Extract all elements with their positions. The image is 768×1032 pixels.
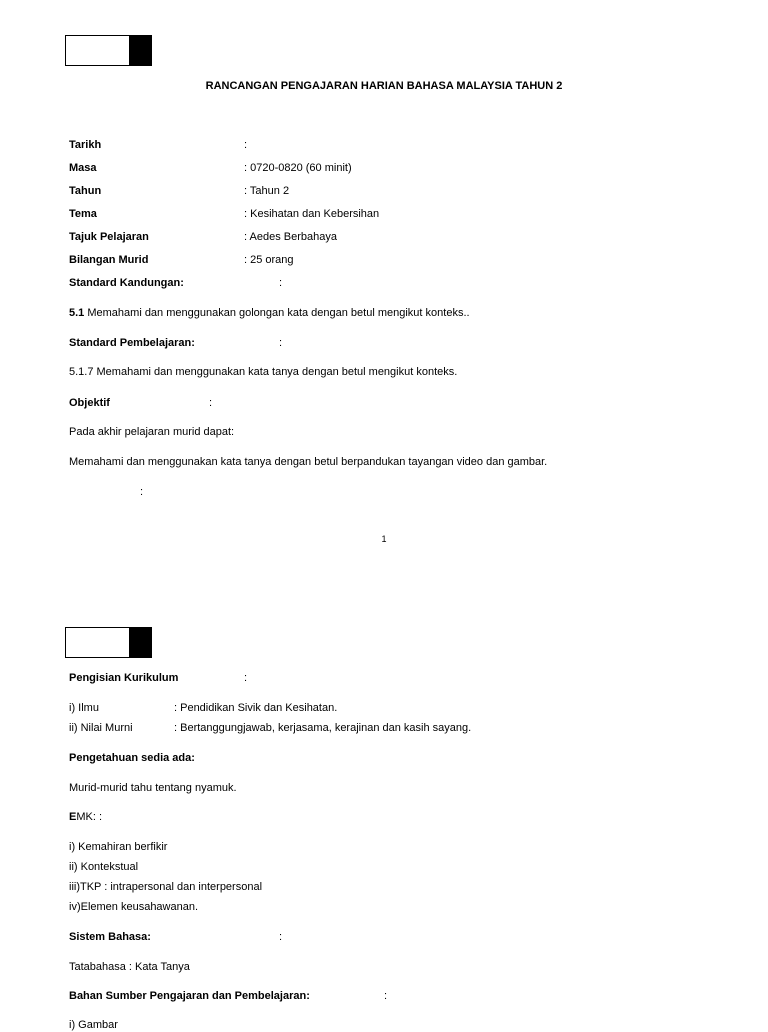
header-box-fill: [129, 36, 151, 65]
emk-item: iii)TKP : intrapersonal dan interpersonal: [69, 881, 263, 893]
field-value-tema: : Kesihatan dan Kebersihan: [244, 208, 380, 220]
bahan-sumber-colon: :: [384, 990, 388, 1002]
emk-first-letter: E: [69, 811, 77, 823]
sistem-bahasa-colon: :: [279, 931, 283, 943]
pengisian-kurikulum-label: Pengisian Kurikulum: [69, 672, 179, 684]
standard-pembelajaran-text: 5.1.7 Memahami dan menggunakan kata tanya dengan betul mengikut konteks.: [69, 366, 458, 378]
field-value-tajuk: : Aedes Berbahaya: [244, 231, 337, 243]
emk-label: [69, 810, 102, 824]
pengisian-kurikulum-colon: :: [244, 672, 248, 684]
emk-item: iv)Elemen keusahawanan.: [69, 901, 199, 913]
sistem-bahasa-text: Tatabahasa : Kata Tanya: [69, 961, 190, 973]
objektif-colon: :: [209, 397, 213, 409]
objektif-label: Objektif: [69, 397, 110, 409]
sk-description: Memahami dan menggunakan golongan kata dengan betul mengikut konteks..: [84, 307, 470, 319]
bahan-sumber-label: Bahan Sumber Pengajaran dan Pembelajaran:: [69, 990, 310, 1002]
emk-item: ii) Kontekstual: [69, 861, 139, 873]
objektif-intro: Pada akhir pelajaran murid dapat:: [69, 426, 235, 438]
standard-pembelajaran-colon: :: [279, 337, 283, 349]
pk-item-label: i) Ilmu: [69, 702, 99, 714]
field-value-tahun: : Tahun 2: [244, 185, 290, 197]
sk-number: 5.1: [69, 307, 85, 319]
header-box: [65, 627, 152, 658]
emk-rest: MK: :: [76, 811, 103, 823]
field-label-tema: Tema: [69, 208, 97, 220]
field-label-masa: Masa: [69, 162, 97, 174]
field-value-tarikh: :: [244, 139, 248, 151]
pengetahuan-sedia-ada-text: Murid-murid tahu tentang nyamuk.: [69, 782, 237, 794]
header-box-fill: [129, 628, 151, 657]
field-label-tajuk: Tajuk Pelajaran: [69, 231, 149, 243]
page-number: 1: [381, 534, 387, 544]
field-label-standard-kandungan: Standard Kandungan:: [69, 277, 184, 289]
field-label-tahun: Tahun: [69, 185, 102, 197]
document-page-2: [0, 575, 768, 1031]
standard-kandungan-text: [69, 306, 470, 320]
stray-colon: :: [140, 486, 144, 498]
pk-item-value: : Bertanggungjawab, kerjasama, kerajinan dan kasih sayang.: [174, 722, 472, 734]
field-value-bilangan: : 25 orang: [244, 254, 294, 266]
pengetahuan-sedia-ada-label: Pengetahuan sedia ada:: [69, 752, 195, 764]
pk-item-value: : Pendidikan Sivik dan Kesihatan.: [174, 702, 338, 714]
sistem-bahasa-label: Sistem Bahasa:: [69, 931, 151, 943]
header-box: [65, 35, 152, 66]
field-label-tarikh: Tarikh: [69, 139, 102, 151]
bahan-item: i) Gambar: [69, 1019, 118, 1031]
objektif-text: Memahami dan menggunakan kata tanya dengan betul berpandukan tayangan video dan gambar.: [69, 456, 548, 468]
field-value-masa: : 0720-0820 (60 minit): [244, 162, 352, 174]
emk-item: i) Kemahiran berfikir: [69, 841, 168, 853]
document-title: RANCANGAN PENGAJARAN HARIAN BAHASA MALAYSIA TAHUN 2: [205, 80, 563, 92]
field-label-bilangan: Bilangan Murid: [69, 254, 149, 266]
pk-item-label: ii) Nilai Murni: [69, 722, 133, 734]
standard-pembelajaran-label: Standard Pembelajaran:: [69, 337, 195, 349]
page-gap: [0, 555, 768, 577]
field-value-standard-kandungan: :: [279, 277, 283, 289]
